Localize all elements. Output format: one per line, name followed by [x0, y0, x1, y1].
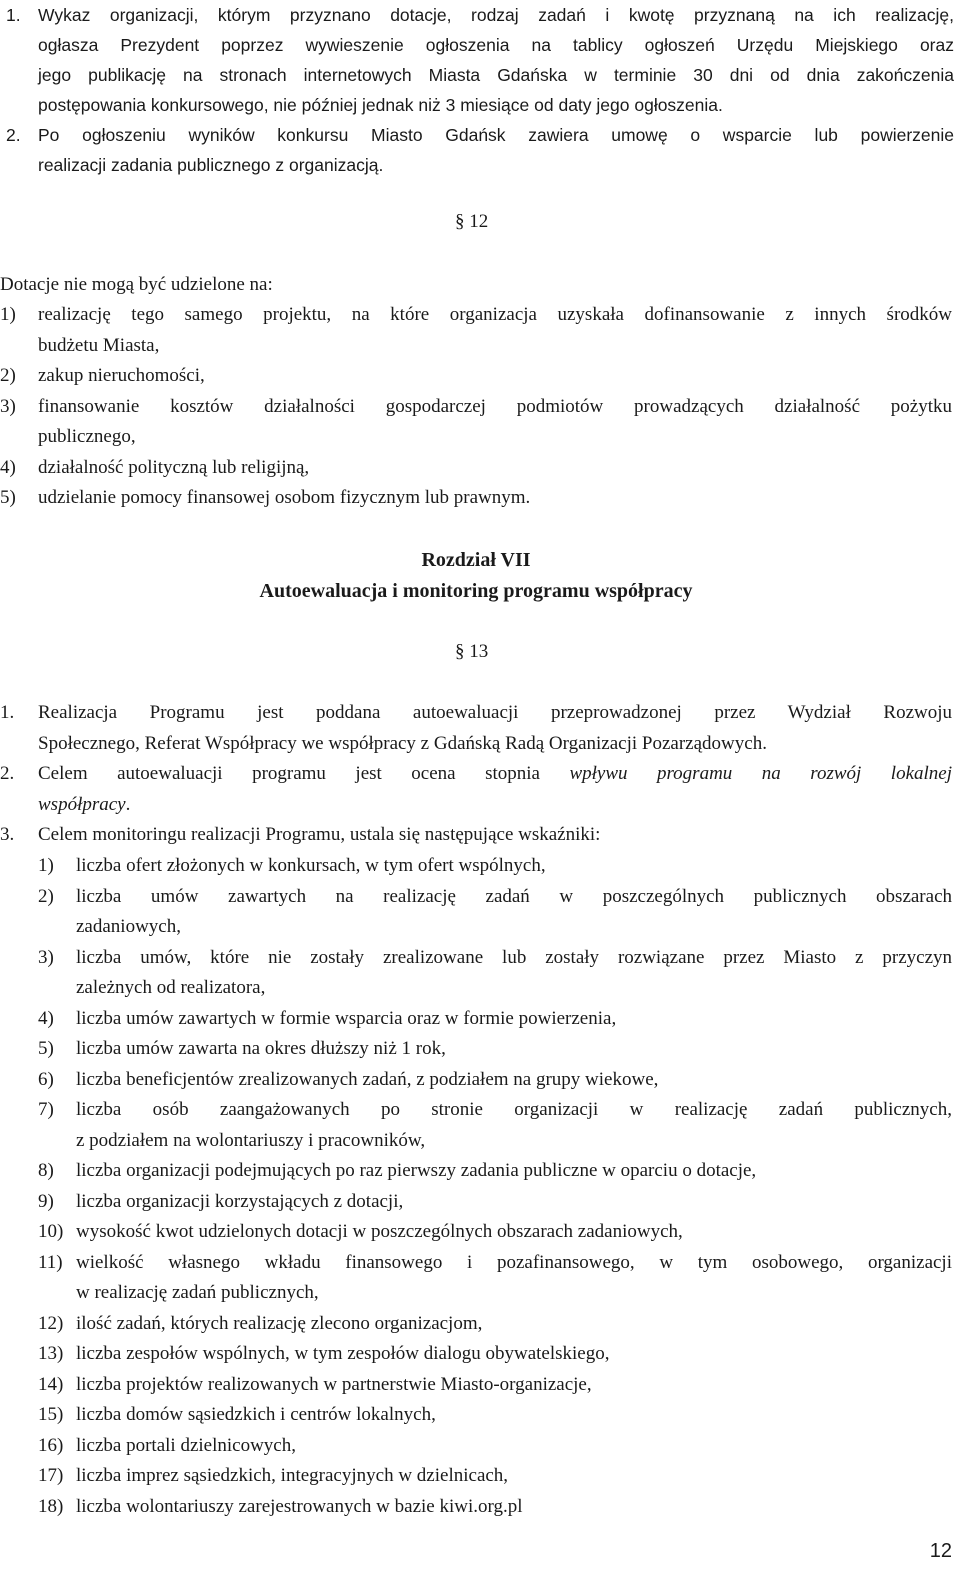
list-item-number: 5)	[0, 487, 16, 508]
list-item-number: 17)	[38, 1465, 64, 1486]
list-item-line: liczba imprez sąsiedzkich, integracyjnych w dzielnicach,	[76, 1465, 509, 1486]
list-item-number: 4)	[38, 1007, 54, 1029]
list-item	[38, 1217, 952, 1248]
list-item-line: zadaniowych,	[76, 916, 181, 937]
list-item-line: wysokość kwot udzielonych dotacji w poszczególnych obszarach zadaniowych,	[76, 1221, 683, 1242]
chapter-title: Rozdział VII	[421, 549, 531, 571]
list-item	[38, 1370, 952, 1401]
paragraph-line: Społecznego, Referat Współpracy we współpracy z Gdańską Radą Organizacji Pozarządowych.	[38, 732, 767, 754]
list-item	[38, 1492, 952, 1523]
paragraph-line: Celem monitoringu realizacji Programu, ustala się następujące wskaźniki:	[38, 824, 601, 845]
indicators-list	[38, 851, 952, 1522]
list-item-line: działalność polityczną lub religijną,	[38, 456, 310, 478]
section-12-lead: Dotacje nie mogą być udzielone na:	[0, 274, 273, 295]
list-item-line: liczba organizacji podejmujących po raz pierwszy zadania publiczne w oparciu o dotacje,	[76, 1160, 757, 1181]
intro-p2-line: realizacji zadania publicznego z organizacją.	[38, 155, 384, 175]
list-item-line: udzielanie pomocy finansowej osobom fizycznym lub prawnym.	[38, 487, 531, 508]
list-item-line: budżetu Miasta,	[38, 334, 160, 356]
list-item	[38, 1339, 952, 1370]
paragraph-italic-text: wpływu programu na rozwój lokalnej	[569, 763, 952, 784]
list-item	[38, 943, 952, 1004]
intro-p1-line: ogłasza Prezydent poprzez wywieszenie ogłoszenia na tablicy ogłoszeń Urzędu Miejskiego oraz	[38, 35, 954, 55]
list-item-line: zakup nieruchomości,	[38, 365, 205, 386]
list-item-line: liczba wolontariuszy zarejestrowanych w bazie kiwi.org.pl	[76, 1495, 523, 1517]
intro-p1-line: postępowania konkursowego, nie później jednak niż 3 miesiące od daty jego ogłoszenia.	[38, 95, 723, 115]
list-item-number: 2)	[0, 365, 16, 386]
section-13-heading: § 13	[455, 641, 489, 662]
list-item-line: liczba organizacji korzystających z dotacji,	[76, 1190, 404, 1212]
list-item	[38, 882, 952, 943]
list-item-number: 16)	[38, 1434, 64, 1456]
list-item-line: liczba umów zawartych w formie wsparcia oraz w formie powierzenia,	[76, 1007, 617, 1029]
list-item	[38, 1156, 952, 1187]
intro-paragraph-2	[6, 120, 954, 180]
section-13-paragraph-3	[0, 820, 952, 851]
list-item-number: 6)	[38, 1068, 54, 1090]
list-item-line: liczba portali dzielnicowych,	[76, 1434, 296, 1456]
section-13-paragraph-1	[0, 698, 952, 759]
list-item	[0, 453, 952, 484]
list-item	[38, 1095, 952, 1156]
list-item-number: 8)	[38, 1160, 54, 1181]
list-item-number: 4)	[0, 456, 16, 478]
list-item-number: 3)	[0, 395, 16, 417]
list-item	[38, 1034, 952, 1065]
intro-paragraph-1	[6, 0, 954, 120]
list-item-number: 7)	[38, 1099, 54, 1120]
list-item-number: 11)	[38, 1251, 63, 1273]
paragraph-text: Celem autoewaluacji programu jest ocena stopnia	[38, 763, 570, 784]
list-item-number: 18)	[38, 1495, 64, 1517]
intro-paragraph-1-number: 1.	[6, 5, 21, 25]
paragraph-number: 3.	[0, 824, 15, 845]
list-item-line: liczba osób zaangażowanych po stronie organizacji w realizację zadań publicznych,	[76, 1099, 952, 1120]
intro-paragraph-2-number: 2.	[6, 125, 21, 145]
list-item-line: realizację tego samego projektu, na które organizacja uzyskała dofinansowanie z innych środków	[38, 304, 952, 325]
paragraph-line: Realizacja Programu jest poddana autoewaluacji przeprowadzonej przez Wydział Rozwoju	[38, 702, 952, 723]
intro-p1-line: Wykaz organizacji, którym przyznano dotacje, rodzaj zadań i kwotę przyznaną na ich realizację,	[38, 5, 954, 25]
list-item-number: 1)	[0, 304, 16, 325]
paragraph-number: 2.	[0, 763, 15, 784]
list-item	[38, 1065, 952, 1096]
list-item	[38, 1004, 952, 1035]
list-item	[0, 483, 952, 514]
list-item	[38, 1400, 952, 1431]
list-item-line: liczba ofert złożonych w konkursach, w tym ofert wspólnych,	[76, 855, 546, 876]
list-item	[38, 1431, 952, 1462]
list-item-number: 9)	[38, 1190, 54, 1212]
list-item-line: finansowanie kosztów działalności gospodarczej podmiotów prowadzących działalność pożytku	[38, 395, 952, 417]
list-item-line: publicznego,	[38, 426, 136, 447]
list-item-number: 13)	[38, 1343, 64, 1364]
list-item-line: wielkość własnego wkładu finansowego i pozafinansowego, w tym osobowego, organizacji	[76, 1251, 952, 1273]
list-item	[38, 851, 952, 882]
list-item	[38, 1461, 952, 1492]
list-item-number: 15)	[38, 1404, 64, 1425]
list-item-number: 14)	[38, 1373, 64, 1395]
page-number: 12	[929, 1540, 952, 1562]
paragraph-text: .	[125, 793, 131, 815]
list-item-line: w realizację zadań publicznych,	[76, 1282, 319, 1303]
list-item-number: 3)	[38, 946, 54, 968]
list-item-number: 1)	[38, 855, 54, 876]
list-item-line: liczba projektów realizowanych w partnerstwie Miasto-organizacje,	[76, 1373, 592, 1395]
chapter-subtitle: Autoewaluacja i monitoring programu współpracy	[259, 580, 693, 602]
list-item-number: 10)	[38, 1221, 64, 1242]
list-item-line: ilość zadań, których realizację zlecono organizacjom,	[76, 1312, 483, 1334]
list-item	[38, 1248, 952, 1309]
section-12-heading: § 12	[455, 211, 489, 232]
paragraph-line	[38, 790, 952, 821]
list-item-line: liczba umów zawartych na realizację zadań w poszczególnych publicznych obszarach	[76, 885, 952, 907]
intro-p1-line: jego publikację na stronach internetowych Miasta Gdańska w terminie 30 dni od dnia zakończenia	[38, 65, 954, 85]
paragraph-italic-text: współpracy	[38, 793, 126, 815]
list-item-number: 5)	[38, 1038, 54, 1059]
list-item	[38, 1309, 952, 1340]
list-item-line: liczba beneficjentów zrealizowanych zadań, z podziałem na grupy wiekowe,	[76, 1068, 659, 1090]
section-13-paragraph-2	[0, 759, 952, 820]
intro-p2-line: Po ogłoszeniu wyników konkursu Miasto Gdańsk zawiera umowę o wsparcie lub powierzenie	[38, 125, 954, 145]
list-item-number: 2)	[38, 885, 54, 907]
list-item-line: liczba umów zawarta na okres dłuższy niż 1 rok,	[76, 1038, 446, 1059]
list-item-line: liczba umów, które nie zostały zrealizowane lub zostały rozwiązane przez Miasto z przyczyn	[76, 946, 952, 968]
paragraph-line	[38, 759, 952, 790]
list-item	[0, 361, 952, 392]
list-item	[0, 300, 952, 361]
section-12-list	[0, 300, 952, 514]
list-item-line: z podziałem na wolontariuszy i pracowników,	[76, 1129, 426, 1151]
list-item-line: liczba zespołów wspólnych, w tym zespołów dialogu obywatelskiego,	[76, 1343, 610, 1364]
list-item	[0, 392, 952, 453]
list-item-line: zależnych od realizatora,	[76, 977, 266, 998]
list-item	[38, 1187, 952, 1218]
list-item-line: liczba domów sąsiedzkich i centrów lokalnych,	[76, 1404, 436, 1425]
paragraph-number: 1.	[0, 702, 15, 723]
list-item-number: 12)	[38, 1312, 64, 1334]
